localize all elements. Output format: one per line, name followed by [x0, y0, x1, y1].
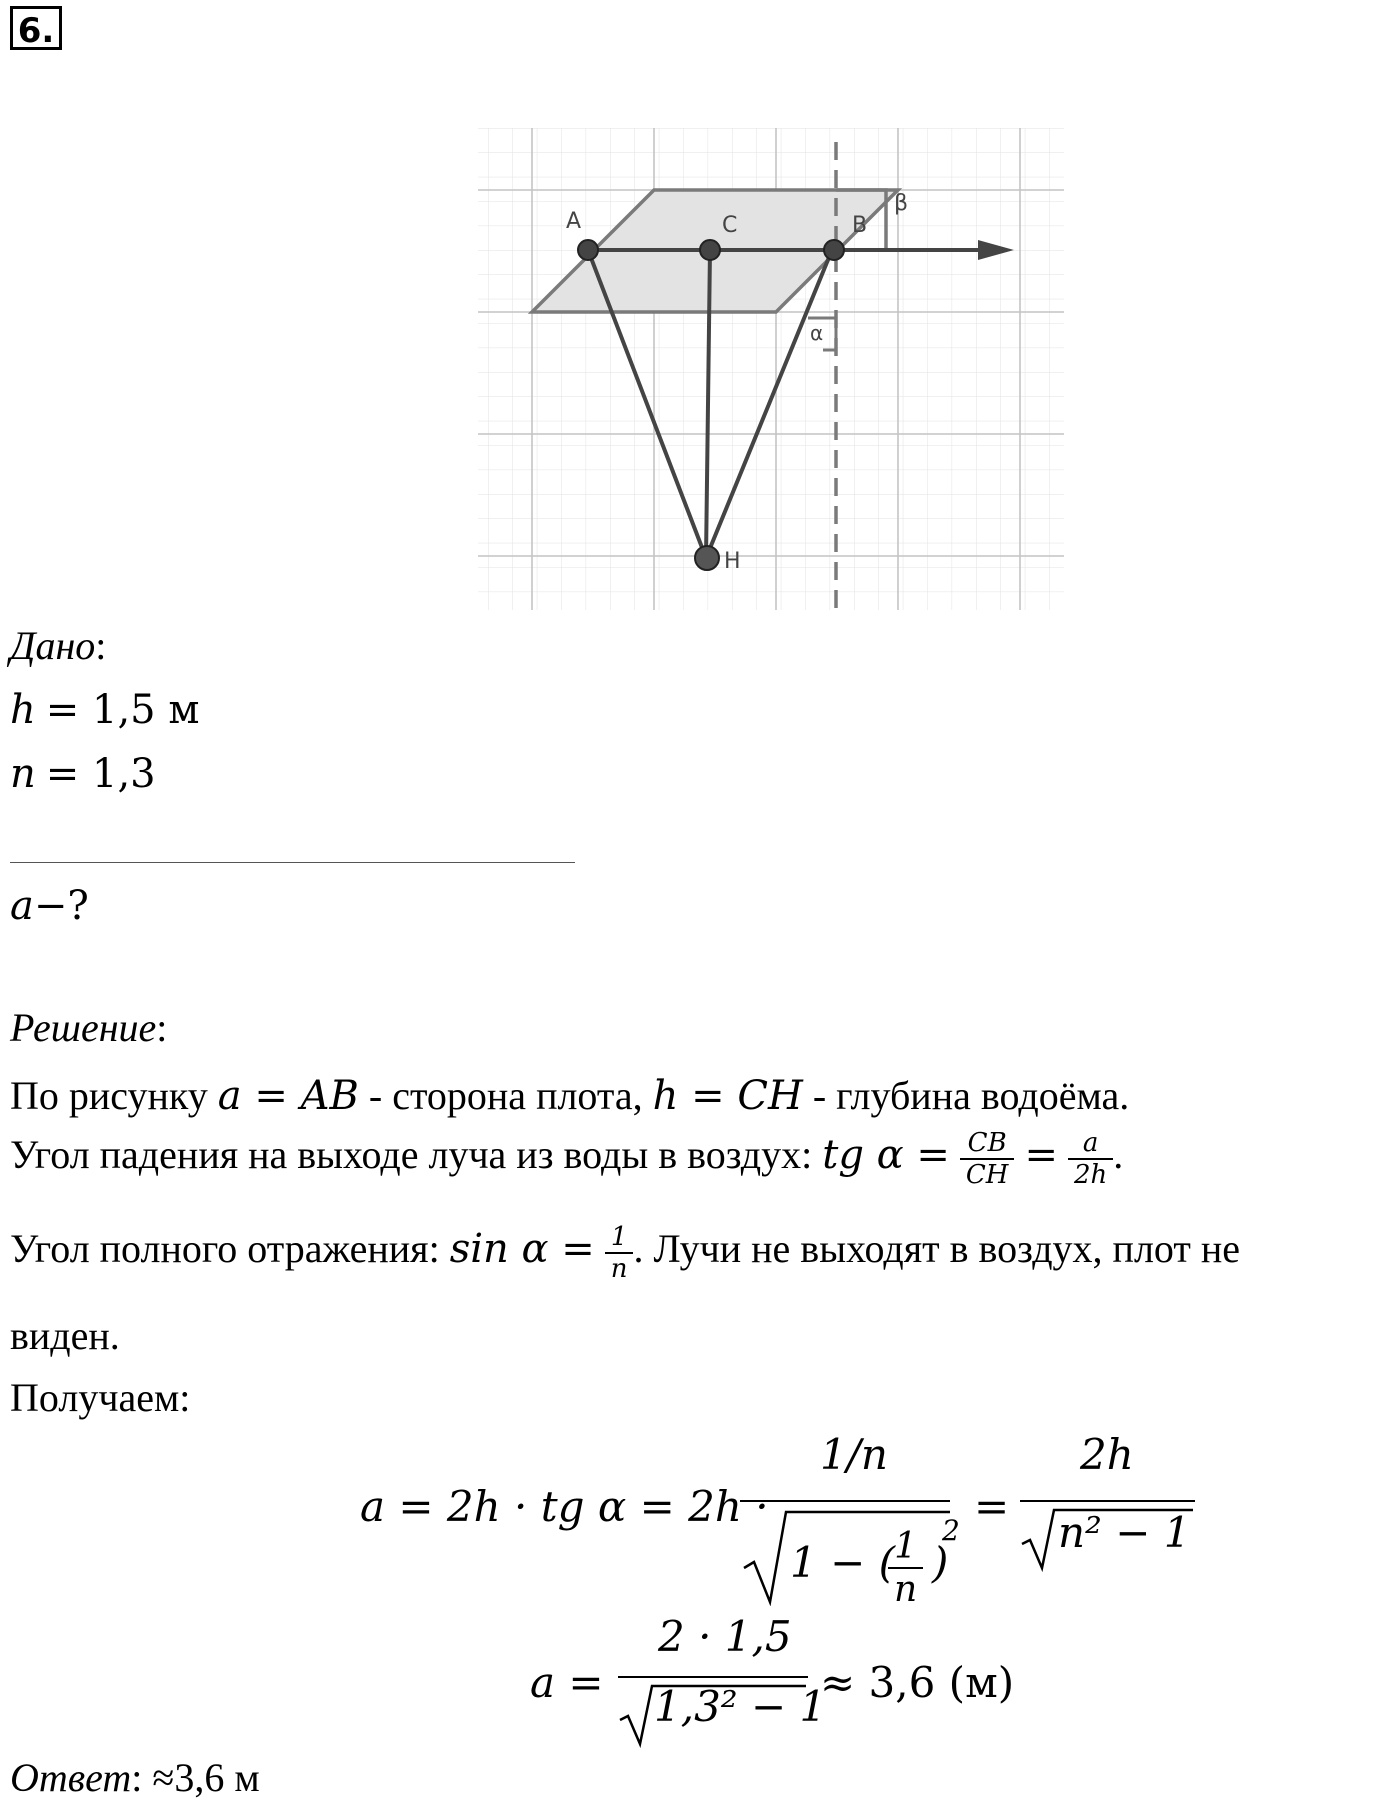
fraction-1-n: $\frac{1}{n}$ — [605, 1222, 634, 1284]
given-h: h = 1,5 м — [10, 687, 200, 733]
label-beta: β — [894, 191, 909, 216]
solution-line-3: Угол полного отражения: sin α = $\frac{1}{n}$ . Лучи не выходят в воздух, плот не — [10, 1222, 1241, 1284]
label-alpha: α — [810, 321, 824, 345]
divider-rule — [10, 862, 575, 863]
inner-fraction: $\frac{1}{n}$ — [888, 1526, 923, 1610]
problem-number: 6. — [10, 6, 62, 50]
formula-1b-fraction-bar — [1020, 1500, 1195, 1502]
solution-line-4: виден. — [10, 1313, 120, 1358]
geometry-figure — [478, 128, 1064, 610]
solution-line-2: Угол падения на выходе луча из воды в воздух: tg α = $\frac{CB}{CH}$ = $\frac{a}{2h}$ . — [10, 1128, 1124, 1190]
fraction-a-2h: $\frac{a}{2h}$ — [1068, 1128, 1113, 1190]
solution-line-5: Получаем: — [10, 1375, 191, 1420]
formula-2: a = 2 · 1,5 1,3² − 1 ≈ 3,6 (м) — [530, 1612, 1030, 1742]
point-b — [824, 240, 844, 260]
fraction-cb-ch: $\frac{CB}{CH}$ — [960, 1128, 1015, 1190]
formula-1-fraction-bar — [740, 1500, 950, 1502]
label-h: H — [724, 549, 741, 574]
point-h — [695, 546, 719, 570]
label-a: A — [566, 209, 582, 234]
solution-line-1: По рисунку a = AB - сторона плота, h = CH - глубина водоёма. — [10, 1073, 1130, 1119]
label-b: B — [852, 213, 868, 238]
given-heading: Дано: — [10, 623, 107, 668]
point-a — [578, 240, 598, 260]
formula-1: a = 2h · tg α = 2h · 1/n 1 − ( $\frac{1}{n}$ ) 2 = 2h n² − 1 — [360, 1426, 1200, 1606]
given-n: n = 1,3 — [10, 751, 156, 797]
find-line: a−? — [10, 883, 89, 929]
answer-line: Ответ: ≈3,6 м — [10, 1755, 260, 1800]
formula-2-fraction-bar — [618, 1676, 808, 1678]
point-c — [700, 240, 720, 260]
solution-heading: Решение: — [10, 1005, 168, 1050]
label-c: C — [722, 213, 738, 238]
